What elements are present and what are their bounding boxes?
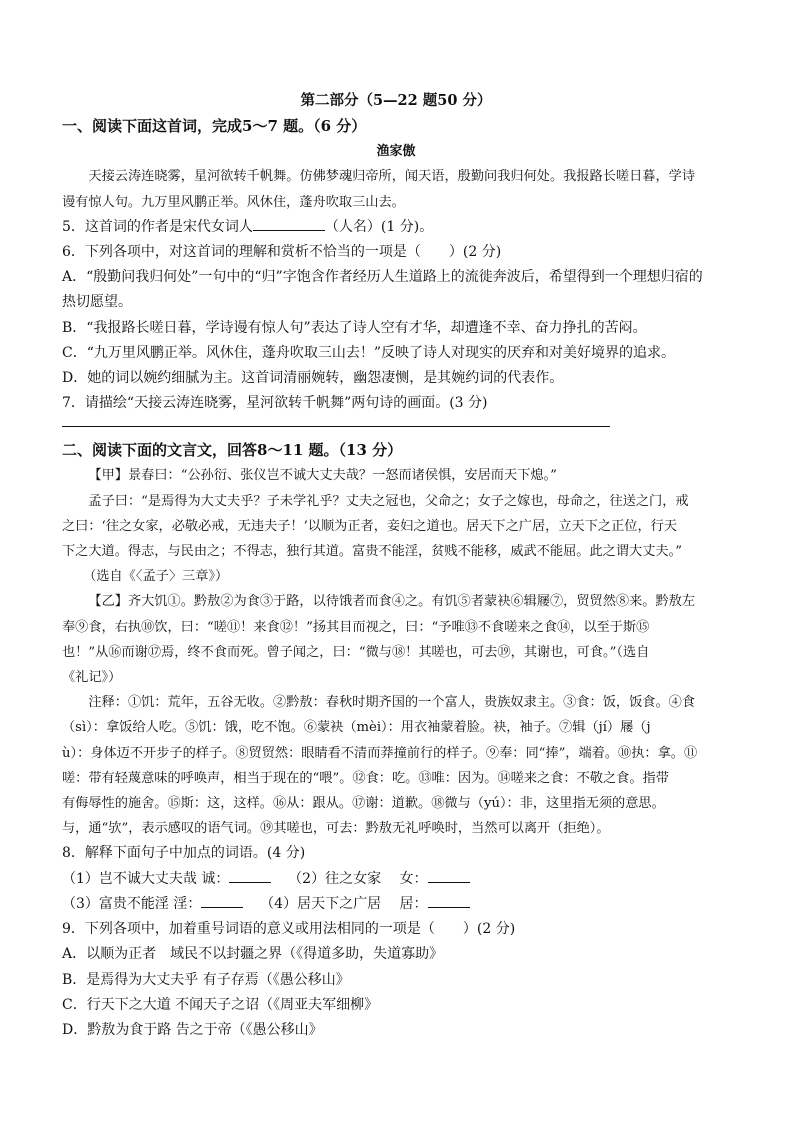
section1-heading: 一、阅读下面这首词，完成5～7 题。（6 分）	[62, 117, 367, 136]
section2-heading: 二、阅读下面的文言文，回答8～11 题。（13 分）	[62, 441, 403, 460]
note-line: 注释：①饥：荒年，五谷无收。②黔敖：春秋时期齐国的一个富人，贵族奴隶主。③食：饭，饭食。④食	[88, 695, 696, 711]
option-d: D．她的词以婉约细腻为主。这首词清丽婉转，幽怨凄恻，是其婉约词的代表作。	[62, 370, 564, 387]
question-5: 5．这首词的作者是宋代女词人 （人名）(1 分)。	[62, 215, 730, 240]
question-9: 9．下列各项中，加着重号词语的意义或用法相同的一项是（ ）(2 分)	[62, 921, 516, 938]
option-b: B．“我报路长嗟日暮，学诗谩有惊人句”表达了诗人空有才华，却遭逢不幸、奋力挣扎的苦闷。	[62, 319, 647, 336]
note-line: ù）：身体迈不开步子的样子。⑧贸贸然：眼睛看不清而莽撞前行的样子。⑨奉：同“捧”，端着。⑩执：拿。⑪	[62, 745, 698, 761]
answer-blank[interactable]	[428, 868, 470, 883]
option-a-cont: 热切愿望。	[62, 294, 132, 311]
answer-blank[interactable]	[428, 893, 470, 908]
note-line: 与，通“欤”，表示感叹的语气词。⑲其嗟也，可去：黔敖无礼呼唤时，当然可以离开（拒绝）。	[62, 821, 610, 837]
question-6: 6．下列各项中，对这首词的理解和赏析不恰当的一项是（ ）(2 分)	[62, 244, 502, 261]
question-8-row1: （1）岂不诚大丈夫哉 诚： （2）往之女家 女：	[62, 867, 730, 892]
question-7: 7．请描绘“天接云涛连晓雾，星河欲转千帆舞”两句诗的画面。(3 分)	[62, 395, 488, 412]
note-line: （sì）：拿饭给人吃。⑤饥：饿，吃不饱。⑥蒙袂（mèi）：用衣袖蒙着脸。袂，袖子。⑦辑（jí）屦（j	[62, 720, 651, 736]
option-a: A．以顺为正者 域民不以封疆之界（《得道多助，失道寡助》	[62, 946, 444, 963]
option-c: C．“九万里风鹏正举。风休住，蓬舟吹取三山去！”反映了诗人对现实的厌弃和对美好境界的追求。	[62, 344, 676, 361]
passage-yi-line: 【乙】齐大饥①。黔敖②为食③于路，以待饿者而食④之。有饥⑤者蒙袂⑥辑屦⑦，贸贸然⑧来。黔敖左	[88, 594, 696, 610]
option-b: B．是焉得为大丈夫乎 有子存焉（《愚公移山》	[62, 971, 350, 988]
answer-blank[interactable]	[229, 868, 271, 883]
question-8-row2: （3）富贵不能淫 淫： （4）居天下之广居 居：	[62, 892, 730, 917]
note-line: 有侮辱性的施舍。⑮斯：这，这样。⑯从：跟从。⑰谢：道歉。⑱微与（yú）：非，这里指无须的意思。	[62, 796, 665, 812]
option-a: A．“殷勤问我归何处”一句中的“归”字饱含作者经历人生道路上的流徙奔波后，希望得到一个理想归宿的	[62, 269, 703, 286]
passage-jia-line: 孟子曰：“是焉得为大丈夫乎？子未学礼乎？丈夫之冠也，父命之；女子之嫁也，母命之，往送之门，戒	[88, 493, 689, 509]
note-line: 嗟：带有轻蔑意味的呼唤声，相当于现在的“喂”。⑫食：吃。⑬唯：因为。⑭嗟来之食：不敬之食。指带	[62, 770, 669, 786]
passage-jia-source: （选自《〈孟子〉三章》）	[83, 569, 229, 585]
question-8: 8．解释下面句子中加点的词语。(4 分)	[62, 845, 306, 862]
answer-blank[interactable]	[253, 216, 325, 231]
exam-page	[62, 88, 730, 1043]
answer-blank[interactable]	[201, 893, 243, 908]
passage-jia-line: 【甲】景春曰：“公孙衍、张仪岂不诚大丈夫哉？一怒而诸侯惧，安居而天下熄。”	[88, 468, 557, 484]
passage-yi-line: 《礼记》）	[62, 670, 122, 686]
poem-line: 天接云涛连晓雾，星河欲转千帆舞。仿佛梦魂归帝所，闻天语，殷勤问我归何处。我报路长嗟日暮，学诗	[88, 169, 696, 185]
option-c: C．行天下之大道 不闻天子之诏（《周亚夫军细柳》	[62, 996, 379, 1013]
part-title: 第二部分（5—22 题50 分）	[300, 92, 492, 109]
passage-jia-line: 下之大道。得志，与民由之；不得志，独行其道。富贵不能淫，贫贱不能移，威武不能屈。此之谓大丈夫。”	[62, 544, 682, 560]
passage-yi-line: 奉⑨食，右执⑩饮，曰：“嗟⑪！来食⑫！”扬其目而视之，曰：“予唯⑬不食嗟来之食⑭，以至于斯⑮	[62, 619, 650, 635]
option-d: D．黔敖为食于路 告之于帝（《愚公移山》	[62, 1021, 323, 1038]
poem-line: 谩有惊人句。九万里风鹏正举。风休住，蓬舟吹取三山去。	[62, 194, 405, 210]
answer-line[interactable]	[62, 426, 610, 427]
passage-jia-line: 之曰：‘往之女家，必敬必戒，无违夫子！’以顺为正者，妾妇之道也。居天下之广居，立天下之正位，行天	[62, 518, 678, 534]
poem-title: 渔家傲	[376, 144, 416, 160]
passage-yi-line: 也！”从⑯而谢⑰焉，终不食而死。曾子闻之，曰：“微与⑱！其嗟也，可去⑲，其谢也，可食。”（选自	[62, 644, 650, 660]
